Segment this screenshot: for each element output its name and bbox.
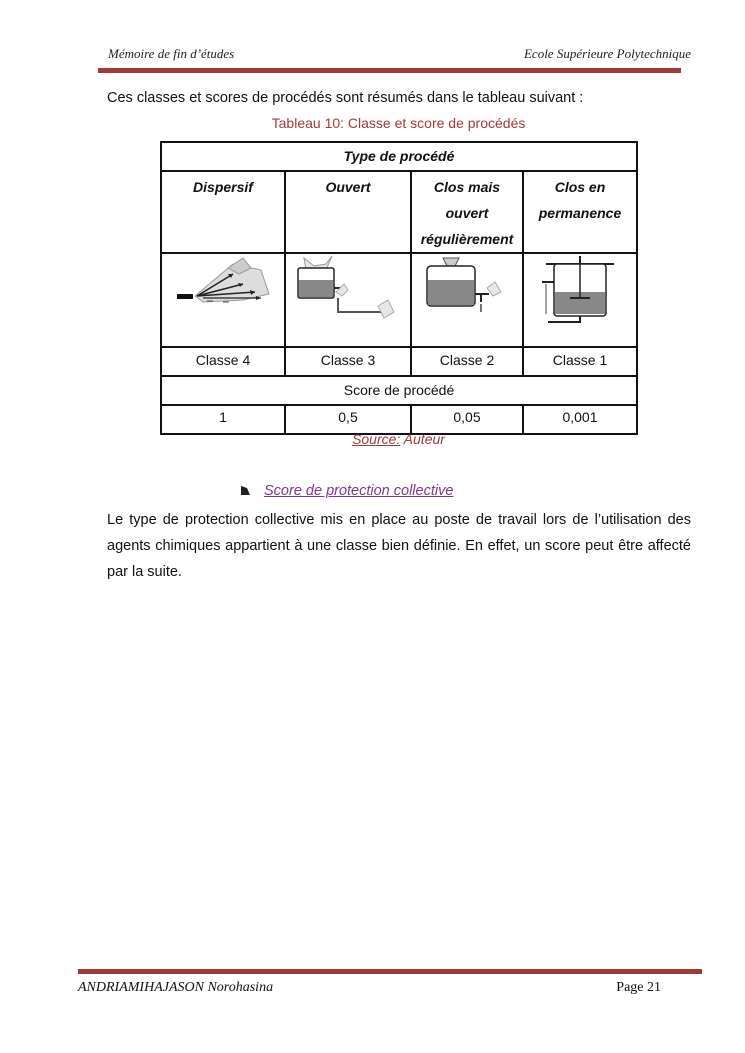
clos-permanence-illustration <box>523 253 637 347</box>
closed-open-tank-icon <box>417 254 517 324</box>
page-number: Page 21 <box>616 980 661 995</box>
source-label: Source: <box>352 431 401 447</box>
dispersif-illustration <box>161 253 285 347</box>
clos-mais-ouvert-illustration <box>411 253 523 347</box>
score-value: 0,001 <box>523 405 637 434</box>
column-header <box>523 171 637 253</box>
column-header <box>411 171 523 253</box>
open-tank-icon <box>292 254 404 330</box>
class-cell: Classe 4 <box>161 347 285 376</box>
source-value: Auteur <box>400 431 445 447</box>
body-paragraph: Le type de protection collective mis en place au poste de travail lors de l’utilisation des agents chimiques appartient à une classe bien définie. En effet, un score peut être affecté par la suite. <box>107 512 691 580</box>
sealed-tank-icon <box>540 254 620 330</box>
column-header-text: Clos mais ouvert régulièrement <box>420 179 514 247</box>
class-cell: Classe 2 <box>411 347 523 376</box>
section-title: Score de protection collective <box>264 483 454 499</box>
bullet-icon <box>241 486 250 495</box>
ouvert-illustration <box>285 253 411 347</box>
score-value: 1 <box>161 405 285 434</box>
header-right: Ecole Supérieure Polytechnique <box>523 46 691 61</box>
footer-rule <box>78 969 702 974</box>
footer-author: ANDRIAMIHAJASON Norohasina <box>78 980 274 995</box>
table-source <box>160 431 637 447</box>
score-value: 0,5 <box>285 405 411 434</box>
column-header: Dispersif <box>161 171 285 253</box>
process-table <box>160 141 638 435</box>
score-label: Score de procédé <box>161 376 637 405</box>
class-cell: Classe 1 <box>523 347 637 376</box>
header-rule <box>98 68 681 73</box>
score-value: 0,05 <box>411 405 523 434</box>
intro-text: Ces classes et scores de procédés sont résumés dans le tableau suivant : <box>107 90 584 106</box>
header-left: Mémoire de fin d’études <box>108 46 235 61</box>
table-header: Type de procédé <box>161 142 637 171</box>
table-caption: Tableau 10: Classe et score de procédés <box>271 115 526 131</box>
class-cell: Classe 3 <box>285 347 411 376</box>
column-header-text: Clos en permanence <box>538 179 622 221</box>
column-header: Ouvert <box>285 171 411 253</box>
spray-icon <box>173 254 273 314</box>
